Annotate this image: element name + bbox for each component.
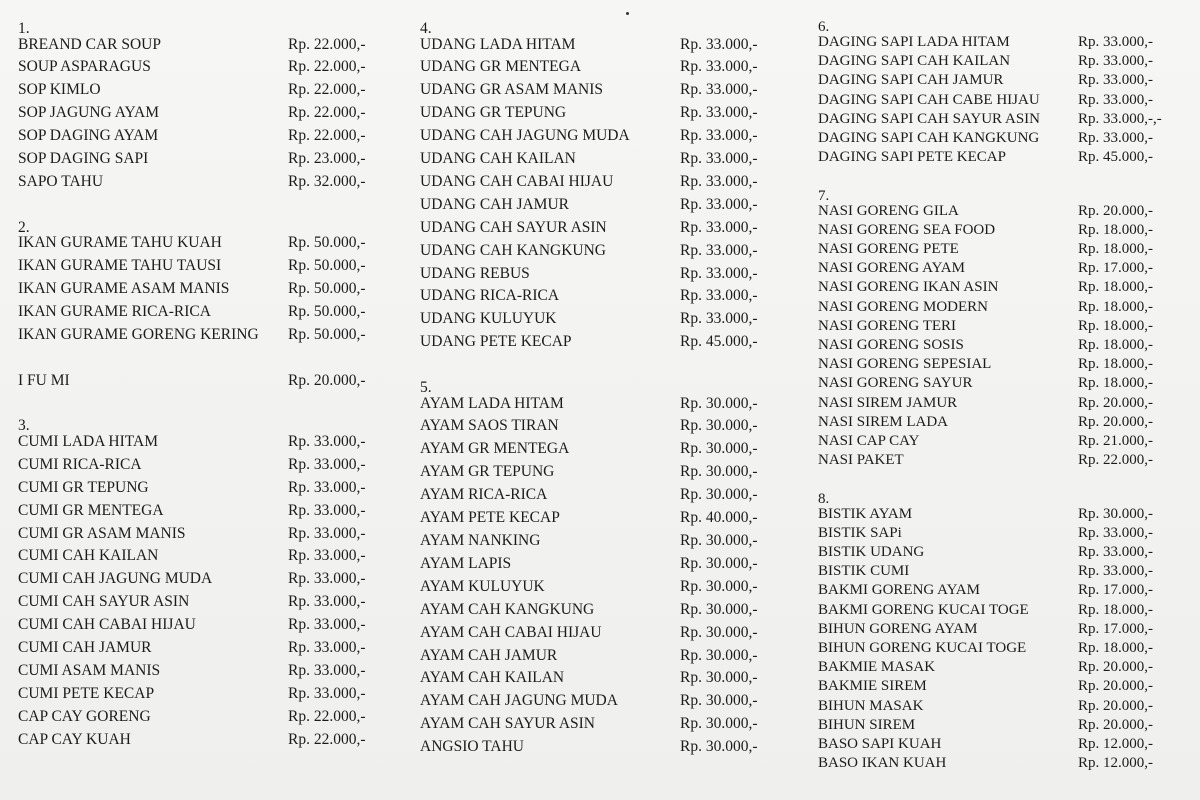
- menu-item: [818, 129, 1170, 148]
- menu-item-price: Rp. 18.000,-: [1078, 375, 1153, 392]
- menu-item-name: BIHUN MASAK: [818, 697, 924, 714]
- menu-item-name: UDANG CAH JAGUNG MUDA: [420, 127, 630, 145]
- menu-item-price: Rp. 33.000,-: [1078, 563, 1153, 580]
- menu-item: [18, 56, 380, 79]
- menu-item-name: NASI GORENG IKAN ASIN: [818, 279, 999, 296]
- menu-item-name: CUMI CAH KAILAN: [18, 547, 159, 565]
- section-number: 6.: [818, 19, 830, 35]
- menu-item-price: Rp. 22.000,-: [1078, 452, 1153, 469]
- menu-item-name: CAP CAY KUAH: [18, 730, 131, 748]
- menu-item-price: Rp. 22.000,-: [288, 730, 366, 748]
- menu-item-name: CUMI GR ASAM MANIS: [18, 524, 186, 542]
- menu-item-name: AYAM LADA HITAM: [420, 394, 564, 412]
- menu-item-price: Rp. 33.000,-: [1078, 130, 1153, 147]
- menu-item-price: Rp. 33.000,-: [288, 432, 366, 450]
- menu-item-name: UDANG KULUYUK: [420, 310, 557, 328]
- menu-item-name: AYAM CAH KANGKUNG: [420, 600, 595, 618]
- menu-item-price: Rp. 20.000,-: [1078, 202, 1153, 219]
- menu-item: [818, 562, 1170, 581]
- menu-item-price: Rp. 33.000,-: [288, 524, 366, 542]
- menu-item: [818, 259, 1170, 278]
- menu-item-name: CUMI CAH JAMUR: [18, 639, 152, 657]
- menu-item: [18, 477, 380, 500]
- menu-item-name: CUMI PETE KECAP: [18, 684, 155, 702]
- menu-item-price: Rp. 20.000,-: [1078, 413, 1153, 430]
- menu-item-name: AYAM NANKING: [420, 532, 541, 550]
- menu-item: [18, 102, 380, 125]
- menu-item-name: NASI CAP CAY: [818, 433, 920, 450]
- menu-item-price: Rp. 33.000,-: [680, 241, 758, 259]
- menu-item-price: Rp. 33.000,-: [1078, 53, 1153, 70]
- menu-item-name: SOP DAGING AYAM: [18, 127, 159, 145]
- menu-item-name: AYAM RICA-RICA: [420, 486, 548, 504]
- menu-item: [420, 461, 772, 484]
- menu-item-price: Rp. 22.000,-: [288, 104, 366, 122]
- menu-item-price: Rp. 18.000,-: [1078, 640, 1153, 657]
- menu-item: [420, 553, 772, 576]
- menu-item: [420, 599, 772, 622]
- menu-item-name: DAGING SAPI CAH JAMUR: [818, 72, 1004, 89]
- menu-item: [420, 438, 772, 461]
- menu-item-price: Rp. 30.000,-: [680, 577, 758, 595]
- menu-item-price: Rp. 30.000,-: [680, 600, 758, 618]
- menu-item: [420, 484, 772, 507]
- menu-item-price: Rp. 50.000,-: [288, 280, 366, 298]
- menu-item-name: SOP DAGING SAPI: [18, 150, 149, 168]
- menu-item: [818, 432, 1170, 451]
- menu-item-name: I FU MI: [18, 371, 70, 389]
- menu-item-name: DAGING SAPI LADA HITAM: [818, 34, 1010, 50]
- menu-item-price: Rp. 21.000,-: [1078, 433, 1153, 450]
- menu-item: [818, 505, 1170, 524]
- menu-item: [420, 622, 772, 645]
- menu-item-name: AYAM KULUYUK: [420, 577, 545, 595]
- section-number: 1.: [18, 20, 30, 37]
- menu-item: [18, 370, 380, 393]
- menu-item: [18, 591, 380, 614]
- menu-item-name: AYAM CAH KAILAN: [420, 669, 565, 687]
- menu-item-price: Rp. 30.000,-: [680, 486, 758, 504]
- menu-item-price: Rp. 30.000,-: [680, 738, 758, 756]
- menu-item: [18, 125, 380, 148]
- menu-item-name: UDANG LADA HITAM: [420, 35, 576, 53]
- menu-item-price: Rp. 12.000,-: [1078, 755, 1153, 772]
- menu-item: [18, 79, 380, 102]
- menu-item-price: Rp. 33.000,-: [288, 570, 366, 588]
- menu-item-price: Rp. 33.000,-: [288, 455, 366, 473]
- section-number: 2.: [18, 218, 30, 236]
- menu-item: [18, 278, 380, 301]
- menu-item: [818, 336, 1170, 355]
- menu-item-name: IKAN GURAME GORENG KERING: [18, 325, 259, 343]
- menu-item: [18, 301, 380, 324]
- menu-item-price: Rp. 30.000,-: [680, 532, 758, 550]
- menu-item-price: Rp. 33.000,-: [680, 104, 758, 122]
- menu-item-name: BIHUN SIREM: [818, 716, 916, 733]
- menu-item: [818, 221, 1170, 240]
- menu-item-name: CUMI LADA HITAM: [18, 432, 158, 450]
- menu-item-price: Rp. 22.000,-: [288, 707, 366, 725]
- menu-item-name: CUMI GR MENTEGA: [18, 501, 164, 519]
- menu-item-name: AYAM PETE KECAP: [420, 509, 560, 527]
- section-gap: [18, 393, 380, 416]
- menu-item-name: UDANG REBUS: [420, 264, 530, 282]
- section-number: 7.: [818, 187, 830, 204]
- menu-item: [18, 660, 380, 683]
- menu-item-name: CUMI CAH CABAI HIJAU: [18, 616, 196, 634]
- menu-item: [818, 202, 1170, 221]
- menu-item-price: Rp. 33.000,-: [680, 150, 758, 168]
- menu-item-name: IKAN GURAME TAHU TAUSI: [18, 257, 222, 275]
- menu-item: [818, 601, 1170, 620]
- menu-item-price: Rp. 33.000,-: [680, 172, 758, 190]
- menu-item: [818, 110, 1170, 129]
- menu-item-name: AYAM CAH JAGUNG MUDA: [420, 692, 618, 710]
- menu-item-name: AYAM SAOS TIRAN: [420, 417, 559, 435]
- menu-item-price: Rp. 30.000,-: [680, 463, 758, 481]
- menu-item-price: Rp. 18.000,-: [1078, 317, 1153, 334]
- menu-item-name: NASI GORENG PETE: [818, 241, 959, 258]
- menu-item-price: Rp. 18.000,-: [1078, 298, 1153, 315]
- menu-item: [818, 278, 1170, 297]
- menu-item-price: Rp. 45.000,-: [680, 333, 758, 351]
- menu-item-price: Rp. 20.000,-: [1078, 716, 1153, 733]
- menu-item-price: Rp. 20.000,-: [1078, 659, 1153, 676]
- menu-item-price: Rp. 33.000,-: [680, 127, 758, 145]
- menu-item: [420, 56, 772, 79]
- menu-item-name: AYAM GR TEPUNG: [420, 463, 555, 481]
- menu-item: [818, 355, 1170, 374]
- menu-item: [818, 451, 1170, 470]
- menu-item-price: Rp. 22.000,-: [288, 58, 366, 76]
- menu-item-price: Rp. 40.000,-: [680, 509, 758, 527]
- menu-item-price: Rp. 20.000,-: [288, 371, 366, 389]
- menu-item-name: NASI PAKET: [818, 452, 904, 469]
- menu-item-name: BISTIK SAPi: [818, 524, 902, 541]
- menu-item-price: Rp. 20.000,-: [1078, 697, 1153, 714]
- menu-column-1: [18, 18, 380, 752]
- menu-item-name: DAGING SAPI CAH KAILAN: [818, 53, 1011, 70]
- menu-item-price: Rp. 17.000,-: [1078, 582, 1153, 599]
- menu-item-name: BAKMI GORENG KUCAI TOGE: [818, 601, 1029, 618]
- menu-item: [420, 736, 772, 759]
- menu-item-price: Rp. 50.000,-: [288, 302, 366, 320]
- menu-item: [18, 232, 380, 255]
- menu-item-price: Rp. 30.000,-: [1078, 505, 1153, 522]
- menu-item: [818, 754, 1170, 773]
- menu-item-name: NASI GORENG TERI: [818, 317, 957, 334]
- menu-item-price: Rp. 33.000,-: [680, 287, 758, 305]
- menu-item: [18, 683, 380, 706]
- menu-item-name: BISTIK CUMI: [818, 563, 910, 580]
- menu-item-name: CUMI CAH JAGUNG MUDA: [18, 570, 213, 588]
- menu-item-price: Rp. 33.000,-: [288, 478, 366, 496]
- menu-item-name: BASO IKAN KUAH: [818, 755, 947, 772]
- menu-item-price: Rp. 30.000,-: [680, 669, 758, 687]
- menu-item-price: Rp. 30.000,-: [680, 394, 758, 412]
- menu-item-name: AYAM CAH JAMUR: [420, 646, 558, 664]
- menu-item: [420, 285, 772, 308]
- menu-item-price: Rp. 30.000,-: [680, 715, 758, 733]
- menu-item: [818, 543, 1170, 562]
- menu-item-price: Rp. 17.000,-: [1078, 620, 1153, 637]
- menu-item-name: CAP CAY GORENG: [18, 707, 151, 725]
- menu-item: [420, 240, 772, 263]
- menu-item-price: Rp. 33.000,-: [288, 684, 366, 702]
- menu-item-name: CUMI GR TEPUNG: [18, 478, 149, 496]
- menu-item-price: Rp. 12.000,-: [1078, 736, 1153, 753]
- menu-item-price: Rp. 30.000,-: [680, 646, 758, 664]
- menu-item-price: Rp. 33.000,-,-: [1078, 110, 1162, 127]
- menu-item: [818, 33, 1170, 52]
- menu-item-price: Rp. 33.000,-: [1078, 91, 1153, 108]
- menu-item: [18, 523, 380, 546]
- menu-item: [818, 716, 1170, 735]
- menu-item-name: UDANG GR TEPUNG: [420, 104, 567, 122]
- menu-item-price: Rp. 20.000,-: [1078, 678, 1153, 695]
- menu-item-name: BISTIK AYAM: [818, 505, 913, 522]
- menu-item-name: UDANG CAH KANGKUNG: [420, 241, 606, 259]
- menu-item-price: Rp. 18.000,-: [1078, 337, 1153, 354]
- menu-column-3: [818, 18, 1170, 773]
- menu-item-name: ANGSIO TAHU: [420, 738, 524, 756]
- menu-item: [818, 71, 1170, 90]
- menu-item: [18, 34, 380, 57]
- menu-item-name: BREAND CAR SOUP: [18, 35, 161, 53]
- menu-item: [818, 677, 1170, 696]
- menu-item: [420, 308, 772, 331]
- menu-item: [420, 645, 772, 668]
- menu-item: [18, 148, 380, 171]
- menu-item: [420, 148, 772, 171]
- menu-item-name: BISTIK UDANG: [818, 544, 925, 561]
- menu-item-price: Rp. 33.000,-: [288, 593, 366, 611]
- menu-item-name: IKAN GURAME RICA-RICA: [18, 302, 211, 320]
- menu-item-name: UDANG CAH CABAI HIJAU: [420, 172, 614, 190]
- menu-item: [420, 667, 772, 690]
- menu-item-name: SAPO TAHU: [18, 172, 104, 190]
- menu-item-price: Rp. 23.000,-: [288, 150, 366, 168]
- menu-item: [420, 690, 772, 713]
- menu-item: [420, 507, 772, 530]
- section-gap: [420, 354, 772, 377]
- menu-item: [818, 394, 1170, 413]
- menu-item-price: Rp. 33.000,-: [1078, 524, 1153, 541]
- section-gap: [18, 347, 380, 370]
- menu-item-name: DAGING SAPI CAH KANGKUNG: [818, 130, 1040, 147]
- menu-item-price: Rp. 22.000,-: [288, 127, 366, 145]
- menu-item: [18, 171, 380, 194]
- menu-item-name: NASI GORENG AYAM: [818, 260, 965, 277]
- menu-item-name: NASI GORENG SEPESIAL: [818, 356, 992, 373]
- menu-item-name: NASI GORENG MODERN: [818, 298, 989, 315]
- menu-item-name: NASI SIREM JAMUR: [818, 394, 958, 411]
- menu-item-name: CUMI RICA-RICA: [18, 455, 142, 473]
- menu-item-name: BIHUN GORENG AYAM: [818, 620, 978, 637]
- menu-item-price: Rp. 33.000,-: [1078, 544, 1153, 561]
- menu-item: [420, 217, 772, 240]
- menu-item: [818, 581, 1170, 600]
- menu-item-price: Rp. 18.000,-: [1078, 241, 1153, 258]
- menu-item-name: SOUP ASPARAGUS: [18, 58, 151, 76]
- menu-item-name: DAGING SAPI CAH CABE HIJAU: [818, 91, 1040, 108]
- menu-item-name: UDANG CAH SAYUR ASIN: [420, 218, 607, 236]
- menu-item: [818, 620, 1170, 639]
- menu-item: [420, 34, 772, 57]
- menu-item: [420, 393, 772, 416]
- menu-item: [18, 729, 380, 752]
- menu-item: [818, 317, 1170, 336]
- menu-column-2: [420, 18, 772, 759]
- menu-item-price: Rp. 18.000,-: [1078, 221, 1153, 238]
- menu-item-price: Rp. 17.000,-: [1078, 260, 1153, 277]
- menu-item: [18, 500, 380, 523]
- menu-item-price: Rp. 18.000,-: [1078, 601, 1153, 618]
- menu-item: [420, 415, 772, 438]
- menu-item-price: Rp. 30.000,-: [680, 692, 758, 710]
- menu-item-name: AYAM LAPIS: [420, 554, 512, 572]
- menu-item-price: Rp. 22.000,-: [288, 35, 366, 53]
- menu-item-name: AYAM CAH SAYUR ASIN: [420, 715, 596, 733]
- menu-item-name: UDANG GR MENTEGA: [420, 58, 582, 76]
- menu-item: [420, 125, 772, 148]
- menu-item-name: BAKMIE SIREM: [818, 678, 927, 695]
- menu-item-name: UDANG GR ASAM MANIS: [420, 81, 604, 99]
- menu-item-price: Rp. 30.000,-: [680, 417, 758, 435]
- menu-item-name: CUMI CAH SAYUR ASIN: [18, 593, 190, 611]
- menu-item-name: AYAM GR MENTEGA: [420, 440, 570, 458]
- menu-item: [818, 298, 1170, 317]
- section-gap: [818, 167, 1170, 186]
- menu-item: [818, 91, 1170, 110]
- menu-item-name: IKAN GURAME TAHU KUAH: [18, 234, 222, 252]
- menu-item-name: NASI GORENG SOSIS: [818, 337, 964, 354]
- menu-item-price: Rp. 30.000,-: [680, 440, 758, 458]
- menu-item: [818, 148, 1170, 167]
- menu-item-price: Rp. 45.000,-: [1078, 149, 1153, 166]
- menu-item-name: BASO SAPI KUAH: [818, 736, 942, 753]
- menu-item: [420, 171, 772, 194]
- menu-item: [818, 374, 1170, 393]
- menu-item-name: NASI GORENG SAYUR: [818, 375, 973, 392]
- menu-item: [420, 102, 772, 125]
- menu-item-price: Rp. 33.000,-: [288, 639, 366, 657]
- menu-item: [818, 52, 1170, 71]
- section-number: 5.: [420, 379, 432, 397]
- menu-item: [420, 79, 772, 102]
- menu-item: [18, 568, 380, 591]
- menu-item-name: NASI SIREM LADA: [818, 413, 949, 430]
- menu-item-price: Rp. 33.000,-: [680, 310, 758, 328]
- section-number: 3.: [18, 417, 30, 435]
- menu-item-name: UDANG CAH KAILAN: [420, 150, 576, 168]
- menu-item: [18, 706, 380, 729]
- menu-item-price: Rp. 33.000,-: [680, 35, 758, 53]
- menu-item-price: Rp. 30.000,-: [680, 554, 758, 572]
- section-gap: [18, 194, 380, 217]
- menu-item-price: Rp. 20.000,-: [1078, 394, 1153, 411]
- menu-item-price: Rp. 18.000,-: [1078, 279, 1153, 296]
- menu-item-name: IKAN GURAME ASAM MANIS: [18, 280, 230, 298]
- ink-dot: [626, 12, 629, 15]
- menu-item-price: Rp. 33.000,-: [680, 264, 758, 282]
- menu-item: [818, 697, 1170, 716]
- menu-item-name: SOP KIMLO: [18, 81, 101, 99]
- menu-item: [818, 639, 1170, 658]
- menu-item: [420, 331, 772, 354]
- section-number: 4.: [420, 20, 432, 37]
- menu-item-name: DAGING SAPI CAH SAYUR ASIN: [818, 110, 1040, 127]
- menu-item: [818, 658, 1170, 677]
- menu-item-price: Rp. 50.000,-: [288, 234, 366, 252]
- menu-item: [18, 255, 380, 278]
- menu-item-price: Rp. 33.000,-: [680, 81, 758, 99]
- menu-item: [18, 324, 380, 347]
- menu-item: [420, 530, 772, 553]
- section-gap: [818, 470, 1170, 489]
- menu-item-name: DAGING SAPI PETE KECAP: [818, 149, 1006, 166]
- menu-item: [818, 735, 1170, 754]
- menu-item: [420, 194, 772, 217]
- menu-item-name: UDANG CAH JAMUR: [420, 195, 569, 213]
- menu-item-name: NASI GORENG SEA FOOD: [818, 221, 996, 238]
- section-number: 8.: [818, 490, 830, 507]
- menu-item: [18, 454, 380, 477]
- menu-item-name: CUMI ASAM MANIS: [18, 662, 161, 680]
- menu-item: [818, 413, 1170, 432]
- menu-item-price: Rp. 33.000,-: [680, 58, 758, 76]
- menu-item-name: SOP JAGUNG AYAM: [18, 104, 159, 122]
- menu-item-price: Rp. 33.000,-: [288, 501, 366, 519]
- menu-item-price: Rp. 32.000,-: [288, 172, 366, 190]
- menu-item-price: Rp. 33.000,-: [288, 616, 366, 634]
- menu-item-price: Rp. 22.000,-: [288, 81, 366, 99]
- menu-item: [18, 637, 380, 660]
- menu-item-price: Rp. 33.000,-: [1078, 72, 1153, 89]
- menu-item-name: BAKMI GORENG AYAM: [818, 582, 980, 599]
- menu-item-price: Rp. 50.000,-: [288, 325, 366, 343]
- menu-item: [818, 240, 1170, 259]
- menu-item-price: Rp. 33.000,-: [680, 218, 758, 236]
- menu-item-price: Rp. 33.000,-: [288, 662, 366, 680]
- menu-item-name: BAKMIE MASAK: [818, 659, 936, 676]
- menu-item: [18, 614, 380, 637]
- menu-item: [420, 713, 772, 736]
- menu-item-price: Rp. 33.000,-: [1078, 34, 1153, 50]
- menu-item-name: AYAM CAH CABAI HIJAU: [420, 623, 602, 641]
- menu-item: [18, 545, 380, 568]
- menu-item-price: Rp. 50.000,-: [288, 257, 366, 275]
- menu-item-price: Rp. 30.000,-: [680, 623, 758, 641]
- menu-item-price: Rp. 18.000,-: [1078, 356, 1153, 373]
- menu-item: [18, 431, 380, 454]
- menu-item-name: UDANG RICA-RICA: [420, 287, 560, 305]
- menu-item-name: BIHUN GORENG KUCAI TOGE: [818, 640, 1027, 657]
- menu-item: [420, 576, 772, 599]
- menu-item: [818, 524, 1170, 543]
- menu-item-price: Rp. 33.000,-: [680, 195, 758, 213]
- menu-item-name: NASI GORENG GILA: [818, 202, 959, 219]
- menu-item: [420, 263, 772, 286]
- menu-item-name: UDANG PETE KECAP: [420, 333, 572, 351]
- menu-item-price: Rp. 33.000,-: [288, 547, 366, 565]
